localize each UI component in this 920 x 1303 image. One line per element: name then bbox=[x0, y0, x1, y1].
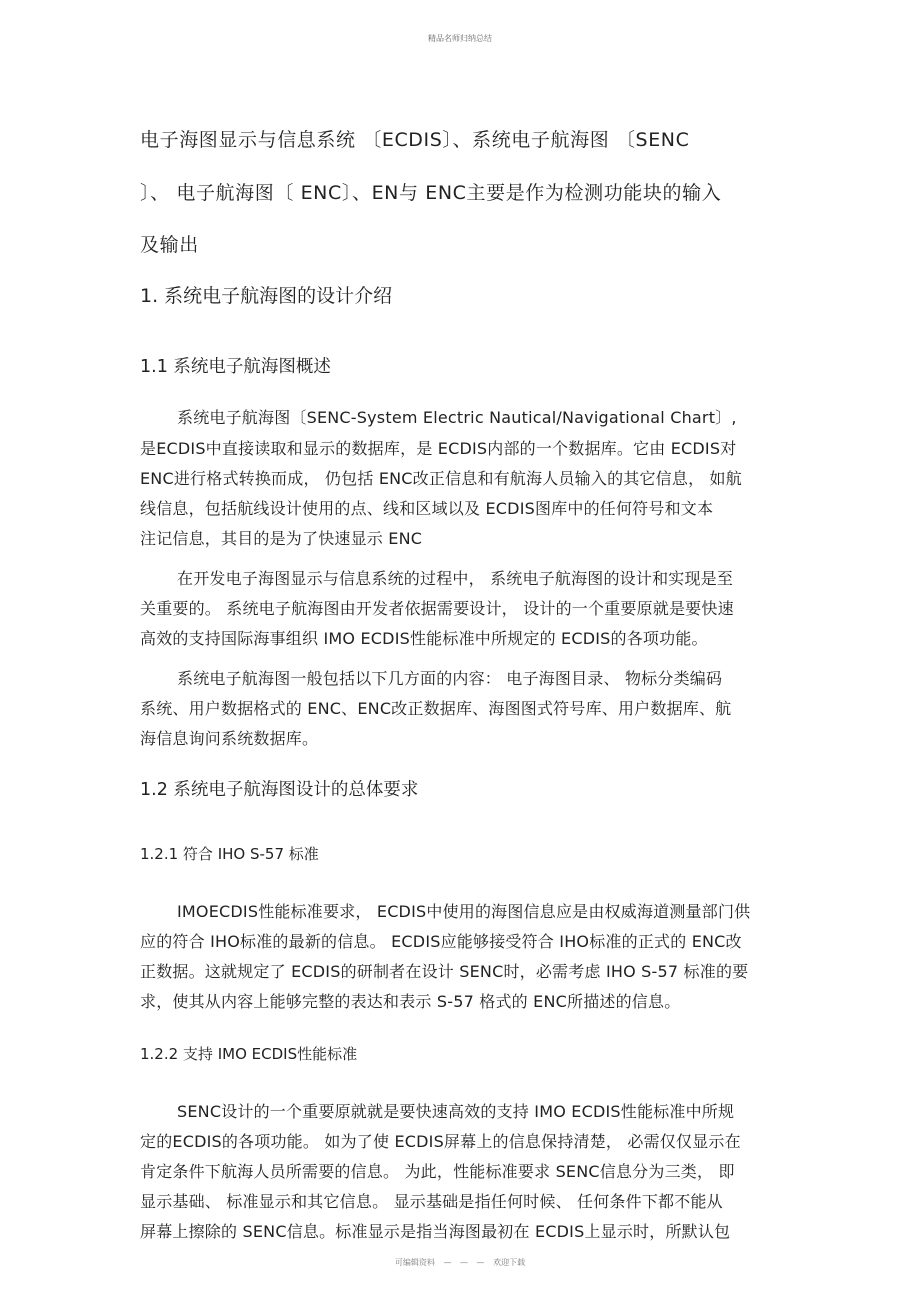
para-1-1-line-2: 是ECDIS中直接读取和显示的数据库，是 ECDIS内部的一个数据库。它由 ECDIS对 bbox=[140, 439, 737, 458]
para-1-1-line-4: 线信息，包括航线设计使用的点、线和区域以及 ECDIS图库中的任何符号和文本 bbox=[140, 499, 714, 518]
para-1-2-1-line-3: 正数据。这就规定了 ECDIS的研制者在设计 SENC时，必需考虑 IHO S-57 标准的要 bbox=[140, 962, 749, 981]
para-1-1b-line-2: 关重要的。 系统电子航海图由开发者依据需要设计， 设计的一个重要原就是要快速 bbox=[140, 599, 734, 618]
para-1-2-2-line-5: 屏幕上擦除的 SENC信息。标准显示是指当海图最初在 ECDIS上显示时，所默认包 bbox=[140, 1222, 731, 1241]
title-line-2: 〕、 电子航海图〔 ENC〕、EN与 ENC主要是作为检测功能块的输入 bbox=[140, 182, 722, 204]
title-line-1: 电子海图显示与信息系统 〔ECDIS〕、系统电子航海图 〔SENC bbox=[140, 129, 690, 151]
para-1-1b-line-3: 高效的支持国际海事组织 IMO ECDIS性能标准中所规定的 ECDIS的各项功能。 bbox=[140, 629, 708, 648]
para-1-1-line-5: 注记信息，其目的是为了快速显示 ENC bbox=[140, 529, 423, 548]
para-1-1c-line-1: 系统电子航海图一般包括以下几方面的内容： 电子海图目录、 物标分类编码 bbox=[177, 669, 723, 688]
section-1-2-2-heading: 1.2.2 支持 IMO ECDIS性能标准 bbox=[140, 1045, 358, 1063]
section-1-2-1-heading: 1.2.1 符合 IHO S-57 标准 bbox=[140, 845, 319, 863]
title-line-3: 及输出 bbox=[140, 234, 199, 256]
para-1-1c-line-3: 海信息询问系统数据库。 bbox=[140, 729, 319, 748]
section-1-heading: 1. 系统电子航海图的设计介绍 bbox=[140, 285, 393, 307]
para-1-2-2-line-1: SENC设计的一个重要原就就是要快速高效的支持 IMO ECDIS性能标准中所规 bbox=[177, 1102, 735, 1121]
para-1-2-2-line-3: 肯定条件下航海人员所需要的信息。 为此，性能标准要求 SENC信息分为三类， 即 bbox=[140, 1162, 735, 1181]
page-footer: 可编辑资料 — — — 欢迎下载 bbox=[394, 1258, 526, 1267]
para-1-1-line-1: 系统电子航海图〔SENC-System Electric Nautical/Navigational Chart〕, bbox=[177, 408, 737, 427]
section-1-1-heading: 1.1 系统电子航海图概述 bbox=[140, 357, 331, 377]
para-1-1c-line-2: 系统、用户数据格式的 ENC、ENC改正数据库、海图图式符号库、用户数据库、航 bbox=[140, 699, 732, 718]
para-1-2-1-line-2: 应的符合 IHO标准的最新的信息。 ECDIS应能够接受符合 IHO标准的正式的 ENC改 bbox=[140, 932, 742, 951]
para-1-2-1-line-1: IMOECDIS性能标准要求， ECDIS中使用的海图信息应是由权威海道测量部门供 bbox=[177, 902, 751, 921]
para-1-2-2-line-4: 显示基础、 标准显示和其它信息。 显示基础是指任何时候、 任何条件下都不能从 bbox=[140, 1192, 723, 1211]
page-header: 精品名师归纳总结 bbox=[428, 34, 492, 43]
para-1-2-1-line-4: 求，使其从内容上能够完整的表达和表示 S-57 格式的 ENC所描述的信息。 bbox=[140, 992, 681, 1011]
para-1-1-line-3: ENC进行格式转换而成， 仍包括 ENC改正信息和有航海人员输入的其它信息， 如航 bbox=[140, 469, 742, 488]
section-1-2-heading: 1.2 系统电子航海图设计的总体要求 bbox=[140, 780, 419, 800]
para-1-1b-line-1: 在开发电子海图显示与信息系统的过程中， 系统电子航海图的设计和实现是至 bbox=[177, 569, 734, 588]
para-1-2-2-line-2: 定的ECDIS的各项功能。 如为了使 ECDIS屏幕上的信息保持清楚， 必需仅仅显示在 bbox=[140, 1132, 741, 1151]
